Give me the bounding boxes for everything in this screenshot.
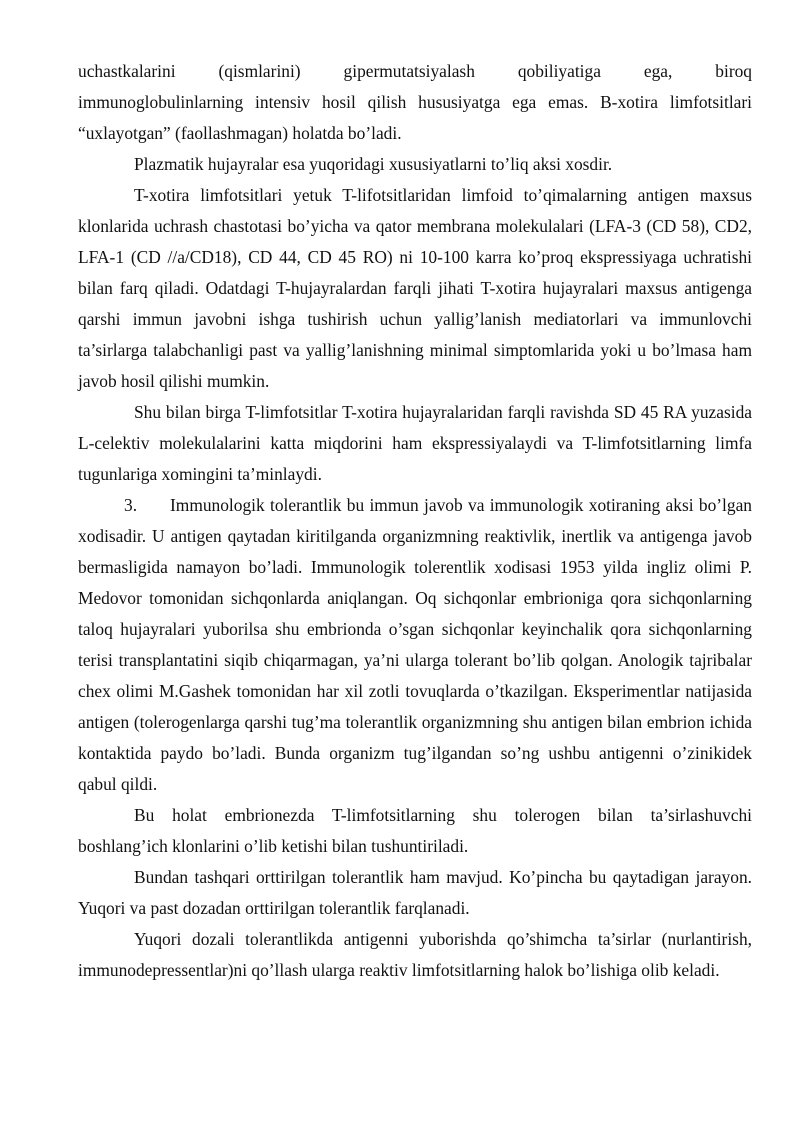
- list-number: 3.: [124, 495, 138, 515]
- paragraph-plasma-cells: Plazmatik hujayralar esa yuqoridagi xususiyatlarni to’liq aksi xosdir.: [134, 154, 613, 174]
- paragraph-continuation: [78, 56, 752, 149]
- paragraph-immunological-tolerance: [78, 490, 752, 800]
- paragraph-high-dose-tolerance: Yuqori dozali tolerantlikda antigenni yuborishda qo’shimcha ta’sirlar (nurlantirish, immunodepressentlar)ni qo’llash ularga reaktiv limfotsitlarning halok bo’lishiga olib keladi.: [78, 929, 752, 980]
- paragraph-continuation-first-line: uchastkalarini (qismlarini) gipermutatsiyalash qobiliyatiga ega, biroq: [78, 61, 752, 81]
- paragraph-immunological-tolerance-text: Immunologik tolerantlik bu immun javob va immunologik xotiraning aksi bo’lgan xodisadir. U antigen qaytadan kiritilganda organizmning reaktivlik, inertlik va antigenga javob bermasligida namayon bo’ladi. Immunologik tolerentlik xodisasi 1953 yilda ingliz olimi P. Medovor tomonidan sichqonlarda aniqlangan. Oq sichqonlar embrioniga qora sichqonlarning taloq hujayralari yuborilsa shu embrionda o’sgan sichqonlar keyinchalik qora sichqonlarning terisi transplantatini siqib chiqarmagan, ya’ni ularga tolerant bo’lib qolgan. Anologik tajribalar chex olimi M.Gashek tomonidan har xil zotli tovuqlarda o’tkazilgan. Eksperimentlar natijasida antigen (tolerogenlarga qarshi tug’ma tolerantlik organizmning shu antigen bilan embrion ichida kontaktida paydo bo’ladi. Bunda organizm tug’ilgandan so’ng ushbu antigenni o’zinikidek qabul qildi.: [78, 495, 752, 794]
- paragraph-embryogenesis: Bu holat embrionezda T-limfotsitlarning shu tolerogen bilan ta’sirlashuvchi boshlang’ich klonlarini o’lib ketishi bilan tushuntiriladi.: [78, 805, 752, 856]
- paragraph-t-memory-lymphocytes: T-xotira limfotsitlari yetuk T-lifotsitlaridan limfoid to’qimalarning antigen maxsus klonlarida uchrash chastotasi bo’yicha va qator membrana molekulalari (LFA-3 (CD 58), CD2, LFA-1 (CD //a/CD18), CD 44, CD 45 RO) ni 10-100 karra ko’proq ekspressiyaga uchratishi bilan farq qiladi. Odatdagi T-hujayralardan farqli jihati T-xotira hujayralari maxsus antigenga qarshi immun javobni ishga tushirish uchun yallig’lanish mediatorlari va immunlovchi ta’sirlarga talabchanligi past va yallig’lanishning minimal simptomlarida yoki u bo’lmasa ham javob hosil qilishi mumkin.: [78, 185, 752, 391]
- paragraph-continuation-rest: immunoglobulinlarning intensiv hosil qilish hususiyatga ega emas. B-xotira limfotsitlari “uxlayotgan” (faollashmagan) holatda bo’ladi.: [78, 92, 752, 143]
- paragraph-t-lymphocytes-homing: Shu bilan birga T-limfotsitlar T-xotira hujayralaridan farqli ravishda SD 45 RA yuzasida L-celektiv molekulalarini katta miqdorini ham ekspressiyalaydi va T-limfotsitlarning limfa tugunlariga xomingini ta’minlaydi.: [78, 402, 752, 484]
- paragraph-acquired-tolerance: Bundan tashqari orttirilgan tolerantlik ham mavjud. Ko’pincha bu qaytadigan jarayon. Yuqori va past dozadan orttirilgan tolerantlik farqlanadi.: [78, 867, 752, 918]
